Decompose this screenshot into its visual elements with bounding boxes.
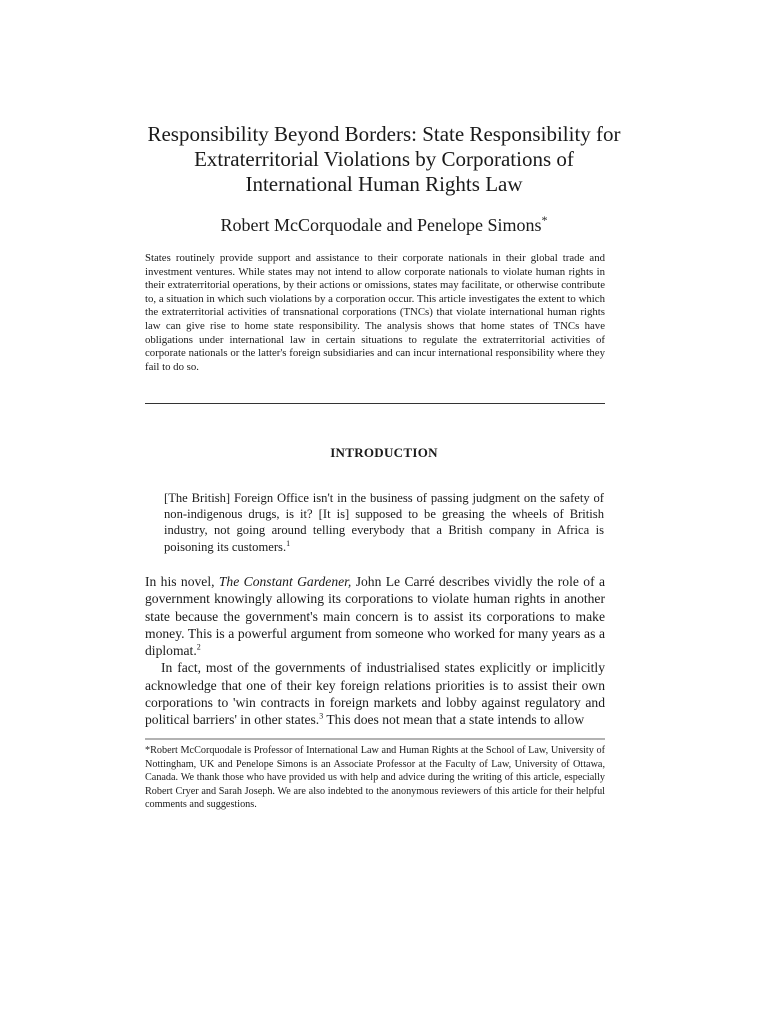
quote-text: [The British] Foreign Office isn't in the business of passing judgment on the safety of non-indigenous drugs, is it? [It is] supposed to be greasing the wheels of British industry, not going around telling everybody that a British company in Africa is poisoning its customers. xyxy=(164,491,604,554)
footnote-mark: * xyxy=(145,745,151,756)
paragraph-2 xyxy=(145,659,605,728)
footnote-text: Robert McCorquodale is Professor of International Law and Human Rights at the School of Law, University of Nottingham, UK and Penelope Simons is an Associate Professor at the Faculty of Law, University of Ottawa, Canada. We thank those who have provided us with help and advice during the writing of this article, especially Robert Cryer and Sarah Joseph. We are also indebted to the anonymous reviewers of this article for their helpful comments and suggestions. xyxy=(145,745,605,811)
epigraph-quote xyxy=(164,490,604,555)
paragraph-1-footnote-ref: 2 xyxy=(196,642,201,652)
section-heading: INTRODUCTION xyxy=(330,445,438,460)
quote-footnote-ref: 1 xyxy=(286,538,291,548)
footnote-divider xyxy=(145,738,605,740)
author-footnote-mark: * xyxy=(541,213,548,227)
author-line xyxy=(120,209,648,236)
author-names: Robert McCorquodale and Penelope Simons xyxy=(220,215,542,235)
abstract: States routinely provide support and assistance to their corporate nationals in their global trade and investment ventures. While states may not intend to allow corporate nationals to violate human rights in their extraterritorial operations, by their actions or omissions, states may facilitate, or otherwise contribute to, a situation in which such violations by a corporation occur. This article investigates the extent to which the extraterritorial activities of transnational corporations (TNCs) that violate international human rights law can give rise to home state responsibility. The analysis shows that home states of TNCs have obligations under international law in certain situations to regulate the extraterritorial activities of corporate nationals or the latter's foreign subsidiaries and can incur international responsibility where they fail to do so. xyxy=(145,252,605,373)
paragraph-1 xyxy=(145,573,605,659)
paragraph-2-footnote-ref: 3 xyxy=(319,711,324,721)
paragraph-1-pre: In his novel, xyxy=(145,574,219,589)
author-footnote xyxy=(145,744,605,812)
article-title xyxy=(120,122,648,197)
title-line-1: Responsibility Beyond Borders: State Responsibility for xyxy=(147,122,621,146)
title-line-2: Extraterritorial Violations by Corporations of xyxy=(194,147,574,171)
paragraph-1-post: John Le Carré describes vividly the role of a government knowingly allowing its corporations to violate human rights in another state because the government's main concern is to assist its corporations to make money. This is a powerful argument from someone who worked for many years as a diplomat. xyxy=(145,574,605,659)
book-title: The Constant Gardener, xyxy=(218,574,352,589)
abstract-divider xyxy=(145,403,605,404)
paragraph-2-post: This does not mean that a state intends to allow xyxy=(323,712,585,728)
body-text xyxy=(145,573,605,729)
title-line-3: International Human Rights Law xyxy=(245,172,523,196)
paragraph-2-pre: In fact, most of the governments of industrialised states explicitly or implicitly acknowledge that one of their key foreign relations priorities is to assist their own corporations to 'win contracts in foreign markets and lobby against regulatory and political barriers' in other states. xyxy=(145,660,605,728)
